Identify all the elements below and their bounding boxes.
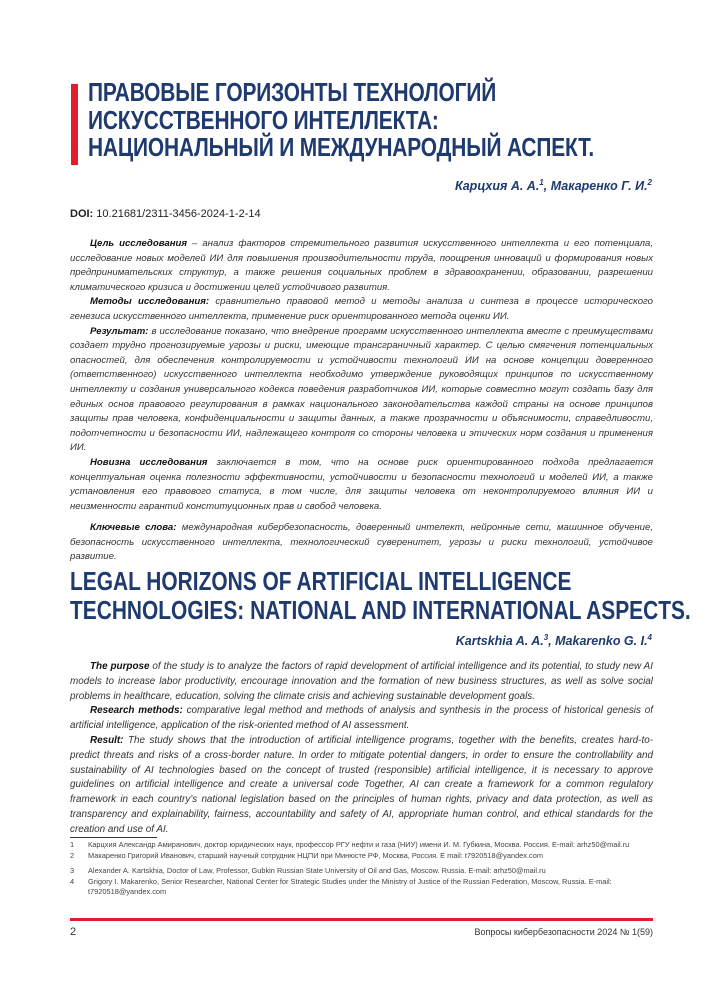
footer-rule (70, 918, 653, 921)
paragraph-text: в исследование показано, что внедрение программ искусственного интеллекта вместе с преимуществами создает трудно прогнозируемые угрозы и риски, имеющие трансграничный характер. С целью смягчения потенциальных опасностей, для обеспечения контролируемости и устойчивости технологий ИИ на основе концепции доверенного (ответственного) искусственного интеллекта необходимо утверждение руководящих принципов по искусственному интеллекту и создания универсального кодекса поведения разработчиков ИИ, которые совместно могут создать базу для единых основ правового регулирования в рамках национального законодательства каждой страны на основе принципов защиты прав человека, конфиденциальности и защиты данных, а также прозрачности и объяснимости, справедливости, подотчетности и безопасности ИИ, надлежащего контроля со стороны человека и этических норм создания и применения ИИ. (70, 325, 653, 454)
author-name: Карцхия А. А. (455, 179, 540, 194)
footnote-text: Карцхия Александр Амиранович, доктор юридических наук, профессор РГУ нефти и газа (НИУ) имени И. М. Губкина, Москва. Россия. E-mail: arhz50@mail.ru (88, 840, 630, 849)
abstract-paragraph (70, 325, 653, 456)
footnote-text: Макаренко Григорий Иванович, старший научный сотрудник НЦПИ при Минюсте РФ, Москва, Россия. E mail: t7920518@yandex.com (88, 850, 543, 860)
abstract-paragraph (70, 734, 653, 838)
footnotes-en (70, 866, 653, 898)
author-name: Макаренко Г. И. (550, 179, 648, 194)
title-ru-line: ПРАВОВЫЕ ГОРИЗОНТЫ ТЕХНОЛОГИЙ (88, 79, 497, 107)
journal-name: Вопросы кибербезопасности 2024 № 1(59) (474, 927, 653, 937)
paragraph-label: Research methods: (90, 705, 183, 717)
page-number: 2 (70, 926, 77, 938)
article-title-en (70, 568, 691, 626)
title-en-line: LEGAL HORIZONS OF ARTIFICIAL INTELLIGENCE (70, 568, 572, 596)
title-ru-line: НАЦИОНАЛЬНЫЙ И МЕЖДУНАРОДНЫЙ АСПЕКТ. (88, 134, 595, 162)
authors-ru (455, 178, 652, 193)
footnote-number: 1 (70, 840, 75, 849)
doi-value[interactable]: 10.21681/2311-3456-2024-1-2-14 (93, 208, 261, 220)
footnote-text: Grigory I. Makarenko, Senior Researcher, National Center for Strategic Studies under the Ministry of Justice of the Russian Federation, Moscow, Russia. E-mail: t7920518@yandex.com (88, 876, 612, 896)
paragraph-label: The purpose (90, 661, 150, 672)
abstract-paragraph (70, 295, 653, 324)
author-separator: , (543, 179, 551, 194)
footnote (70, 877, 653, 898)
paragraph-label: Цель исследования (90, 238, 188, 249)
authors-en (456, 633, 652, 648)
author-name: Makarenko G. I. (555, 634, 648, 649)
footnote-divider (70, 837, 157, 838)
footnote-text: Alexander A. Kartskhia, Doctor of Law, Professor, Gubkin Russian State University of Oil and Gas, Moscow. Russia. E-mail: arhz50@mail.ru (88, 866, 546, 875)
paragraph-text: заключается в том, что на основе риск ориентированного подхода предлагается концептуальная оценка полезности эффективности, устойчивости и безопасности технологий и моделей ИИ, а также установления его правового статуса, в том числе, для защиты человека от неконтролируемого влияния ИИ и неизменности гарантий конституционных прав и свобод человека. (70, 456, 653, 512)
author-separator: , (548, 634, 556, 649)
keywords-label: Ключевые слова: (90, 522, 177, 534)
abstract-paragraph (70, 704, 653, 734)
keywords-paragraph (70, 521, 653, 565)
doi-label: DOI: (70, 208, 94, 220)
footnote-ref[interactable]: 3 (543, 633, 549, 642)
author-name: Kartskhia A. A. (455, 634, 544, 649)
footnote (70, 840, 653, 851)
doi (70, 208, 261, 220)
footnote-ref[interactable]: 4 (647, 633, 652, 642)
abstract-ru (70, 237, 653, 565)
article-title-ru (88, 79, 595, 163)
paragraph-label: Result: (90, 734, 124, 746)
footnote-ref[interactable]: 1 (539, 178, 544, 187)
title-accent-bar (71, 84, 78, 165)
abstract-paragraph (70, 660, 653, 704)
footnote-number: 2 (70, 850, 75, 860)
footnote-number: 4 (70, 876, 75, 886)
footnote-ref[interactable]: 2 (647, 178, 652, 187)
keywords-text: международная кибербезопасность, доверенный интелект, нейронные сети, машинное обучение, безопасность искусственного интеллекта, технологический суверенитет, угрозы и риски технологий, устойчивое развитие. (70, 522, 653, 563)
abstract-paragraph (70, 456, 653, 514)
title-en-line: TECHNOLOGIES: NATIONAL AND INTERNATIONAL ASPECTS. (70, 597, 691, 625)
abstract-paragraph (70, 237, 653, 295)
paragraph-text: comparative legal method and methods of analysis and synthesis in the process of historical genesis of artificial intelligence, application of the risk-oriented method of AI assessment. (70, 705, 653, 732)
footnotes-ru (70, 840, 653, 861)
paragraph-label: Методы исследования: (90, 296, 210, 308)
footnote-number: 3 (70, 866, 75, 875)
paragraph-text: of the study is to analyze the factors of rapid development of artificial intelligence and its potential, to study new AI models to increase labor productivity, encourage innovation and the formation of new business structures, as well as solve social problems in healthcare, education, solving the climate crisis and achieving sustainable development goals. (70, 661, 653, 702)
paragraph-text: сравнительно правовой метод и методы анализа и синтеза в процессе исторического генезиса искусственного интеллекта, применение риск ориентированного метода оценки ИИ. (70, 296, 653, 322)
title-ru-line: ИСКУССТВЕННОГО ИНТЕЛЛЕКТА: (88, 106, 439, 135)
paragraph-text: The study shows that the introduction of artificial intelligence programs, together with the benefits, creates hard-to-predict threats and risks of a cross-border nature. In order to mitigate potential dangers, in order to ensure the controllability and sustainability of AI technologies based on the concept of trusted (responsible) artificial intelligence, it is necessary to approve guidelines on artificial intelligence and create a universal code Together, AI can create a framework for a common regulatory framework in each country’s national legislation based on the principles of human rights, privacy and data protection, as well as transparency and explainability, fairness, accountability and safety of AI, appropriate human control, and ethical standards for the creation and use of AI. (70, 734, 653, 835)
footnote (70, 866, 653, 877)
paragraph-text: – анализ факторов стремительного развития искусственного интеллекта и его потенциала, исследование новых моделей ИИ для повышения производительности труда, поощрения инноваций и формирования новых предпринимательских структур, а также решения социальных проблем в здравоохранении, образовании, разрешении климатического кризиса и достижении целей устойчивого развития. (70, 238, 653, 293)
paragraph-label: Результат: (90, 325, 149, 337)
paragraph-label: Новизна исследования (90, 456, 208, 468)
abstract-en (70, 660, 653, 838)
footnote (70, 851, 653, 862)
